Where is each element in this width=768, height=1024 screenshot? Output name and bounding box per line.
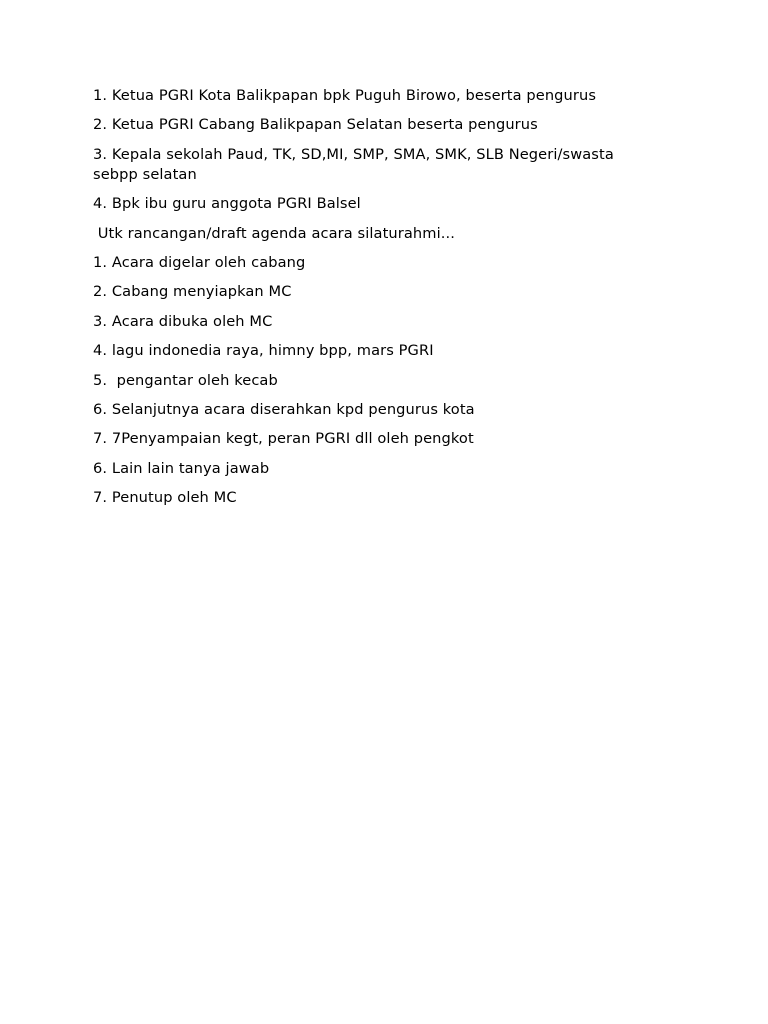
agenda-item-2: 2. Cabang menyiapkan MC — [93, 283, 292, 301]
agenda-item-1: 1. Acara digelar oleh cabang — [93, 253, 306, 271]
agenda-intro: Utk rancangan/draft agenda acara silaturahmi... — [93, 224, 455, 242]
list-item-invitee-4: 4. Bpk ibu guru anggota PGRI Balsel — [93, 195, 361, 213]
document-body — [93, 86, 653, 517]
list-item-invitee-2: 2. Ketua PGRI Cabang Balikpapan Selatan beserta pengurus — [93, 116, 538, 134]
agenda-item-5: 5. pengantar oleh kecab — [93, 371, 278, 389]
agenda-item-4: 4. lagu indonedia raya, himny bpp, mars PGRI — [93, 342, 434, 360]
agenda-item-8: 6. Lain lain tanya jawab — [93, 459, 270, 477]
agenda-item-6: 6. Selanjutnya acara diserahkan kpd pengurus kota — [93, 400, 475, 418]
list-item-invitee-1: 1. Ketua PGRI Kota Balikpapan bpk Puguh Birowo, beserta pengurus — [93, 87, 597, 104]
agenda-item-3: 3. Acara dibuka oleh MC — [93, 312, 273, 330]
agenda-item-9: 7. Penutup oleh MC — [93, 489, 237, 507]
list-item-invitee-3: 3. Kepala sekolah Paud, TK, SD,MI, SMP, SMA, SMK, SLB Negeri/swasta sebpp selatan — [93, 145, 619, 183]
agenda-item-7: 7. 7Penyampaian kegt, peran PGRI dll oleh pengkot — [93, 430, 474, 448]
